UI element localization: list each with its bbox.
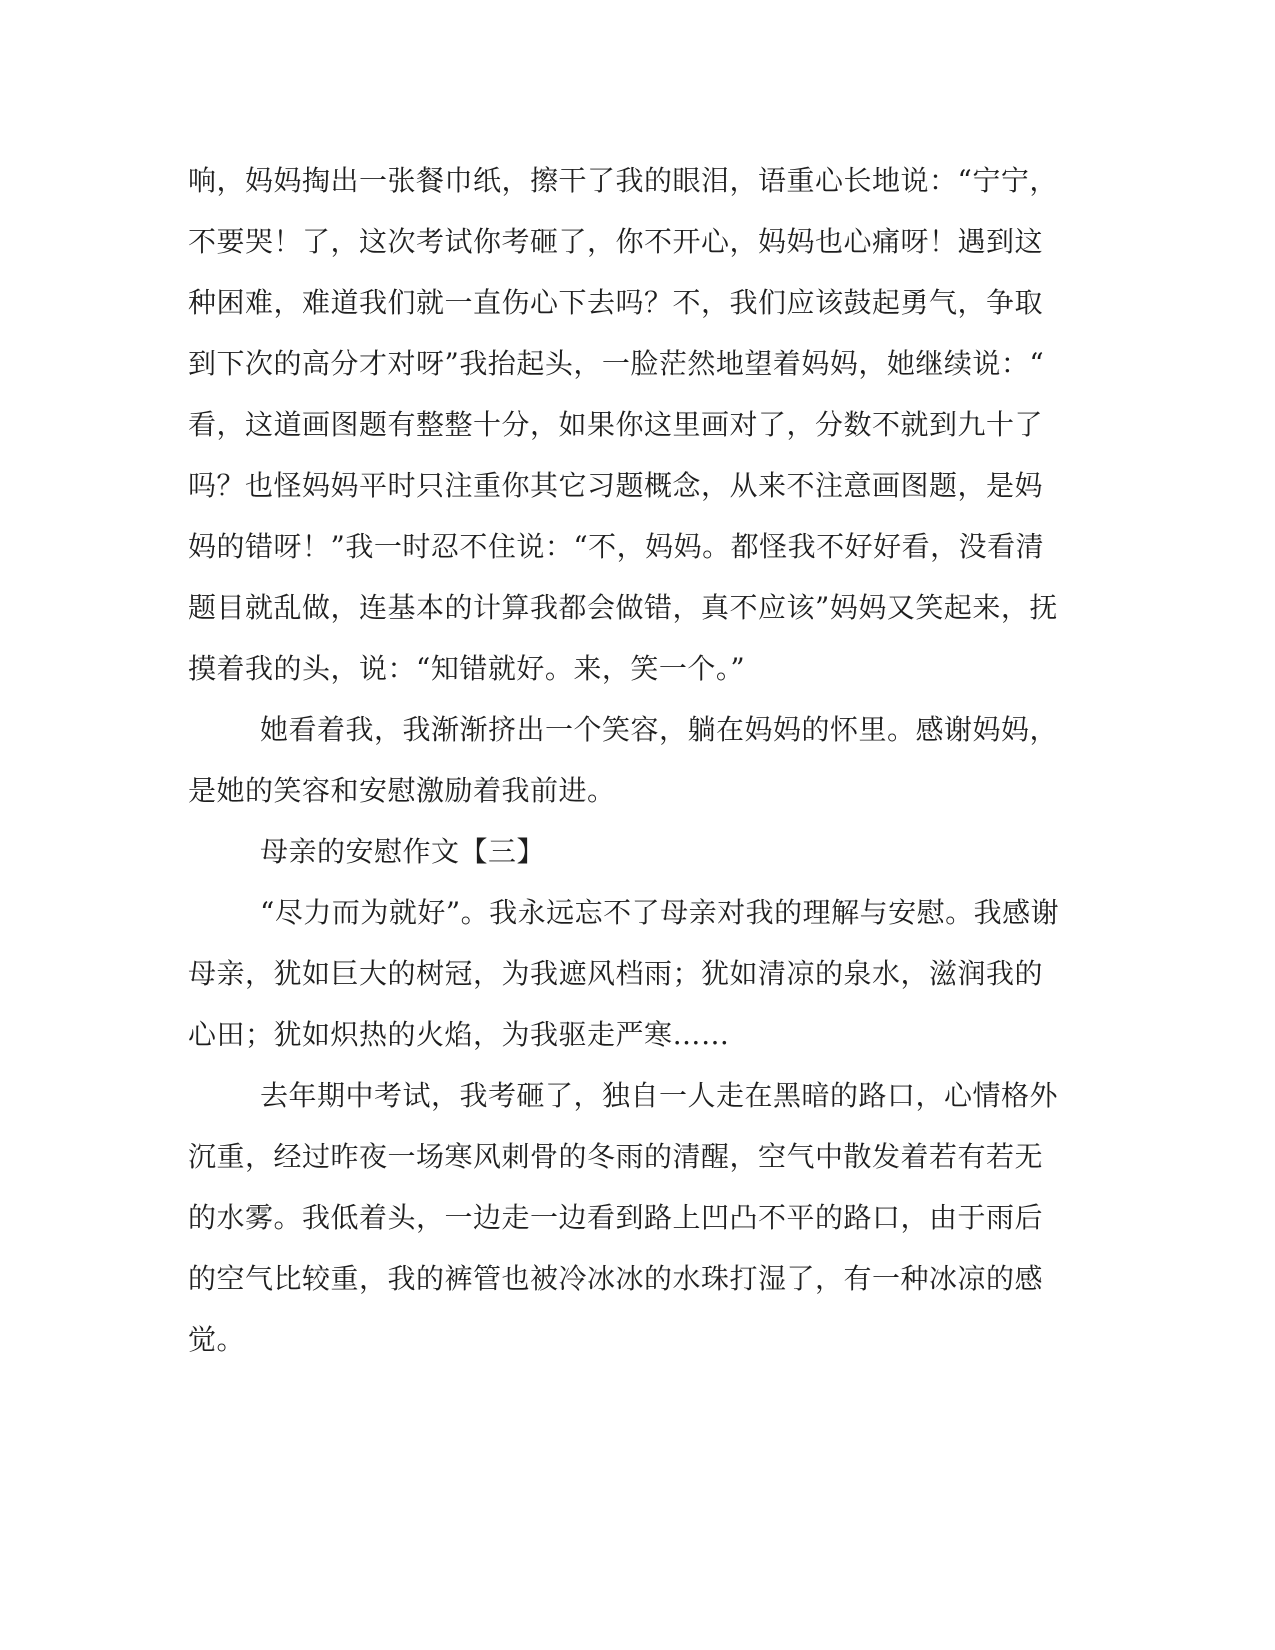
paragraph-line: 她看着我，我渐渐挤出一个笑容，躺在妈妈的怀里。感谢妈妈， [260, 713, 1059, 746]
section-heading: 母亲的安慰作文【三】 [260, 835, 546, 868]
paragraph-line: 吗？也怪妈妈平时只注重你其它习题概念，从来不注意画图题，是妈 [188, 469, 1044, 502]
document-page [188, 150, 1068, 1370]
paragraph-line: 觉。 [188, 1323, 246, 1356]
paragraph-line: 母亲，犹如巨大的树冠，为我遮风档雨；犹如清凉的泉水，滋润我的 [188, 957, 1044, 990]
paragraph-line: 去年期中考试，我考砸了，独自一人走在黑暗的路口，心情格外 [260, 1079, 1059, 1112]
paragraph-line: 的空气比较重，我的裤管也被冷冰冰的水珠打湿了，有一种冰凉的感 [188, 1262, 1044, 1295]
paragraph-line: 不要哭！了，这次考试你考砸了，你不开心，妈妈也心痛呀！遇到这 [188, 225, 1044, 258]
paragraph-line: 的水雾。我低着头，一边走一边看到路上凹凸不平的路口，由于雨后 [188, 1201, 1044, 1234]
paragraph-line: 看，这道画图题有整整十分，如果你这里画对了，分数不就到九十了 [188, 408, 1044, 441]
paragraph-line: 是她的笑容和安慰激励着我前进。 [188, 774, 616, 807]
paragraph-line: 题目就乱做，连基本的计算我都会做错，真不应该”妈妈又笑起来，抚 [188, 591, 1058, 624]
paragraph-line: 沉重，经过昨夜一场寒风刺骨的冬雨的清醒，空气中散发着若有若无 [188, 1140, 1044, 1173]
paragraph-line: 种困难，难道我们就一直伤心下去吗？不，我们应该鼓起勇气，争取 [188, 286, 1044, 319]
paragraph-line: 心田；犹如炽热的火焰，为我驱走严寒…… [188, 1018, 730, 1051]
paragraph-line: 摸着我的头，说：“知错就好。来，笑一个。” [188, 652, 746, 685]
paragraph-line: “尽力而为就好”。我永远忘不了母亲对我的理解与安慰。我感谢 [260, 896, 1060, 929]
paragraph-line: 响，妈妈掏出一张餐巾纸，擦干了我的眼泪，语重心长地说：“宁宁， [188, 164, 1058, 197]
paragraph-line: 到下次的高分才对呀”我抬起头，一脸茫然地望着妈妈，她继续说：“ [188, 347, 1045, 380]
paragraph-line: 妈的错呀！”我一时忍不住说：“不，妈妈。都怪我不好好看，没看清 [188, 530, 1045, 563]
